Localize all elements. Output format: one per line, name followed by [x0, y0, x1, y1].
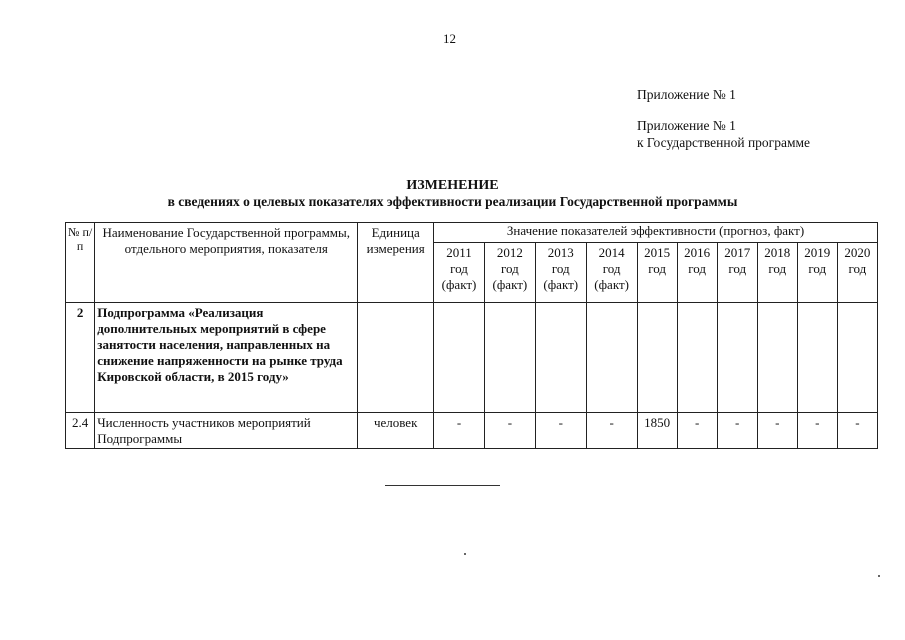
header-year-2011 [434, 243, 485, 303]
page-number: 12 [443, 31, 456, 46]
appendix-label: Приложение № 1 [637, 87, 736, 102]
header-year-suffix: год [551, 261, 570, 276]
header-num: № п/п [66, 223, 95, 303]
row-value [797, 303, 837, 413]
row-value: - [797, 413, 837, 449]
header-year-year: 2020 [844, 245, 871, 260]
row-value [637, 303, 677, 413]
row-unit: человек [358, 413, 434, 449]
header-year-suffix: год [848, 261, 867, 276]
row-value: - [837, 413, 877, 449]
header-year-2019 [797, 243, 837, 303]
document-title: ИЗМЕНЕНИЕ [406, 178, 499, 193]
row-num: 2 [66, 303, 95, 413]
indicators-table [65, 222, 878, 449]
row-unit [358, 303, 434, 413]
header-year-2015 [637, 243, 677, 303]
header-year-suffix: год [450, 261, 468, 276]
header-year-note: (факт) [492, 277, 528, 292]
header-year-2012 [484, 243, 535, 303]
row-value [586, 303, 637, 413]
header-year-suffix: год [728, 261, 747, 276]
row-value [837, 303, 877, 413]
header-year-2017 [717, 243, 757, 303]
row-name: Подпрограмма «Реализация дополнительных мероприятий в сфере занятости населения, направленных на снижение напряженности на рынке труда Кировской области, в 2015 году» [95, 303, 358, 413]
header-year-2020 [837, 243, 877, 303]
header-year-suffix: год [808, 261, 827, 276]
appendix-reference-line1: Приложение № 1 [637, 118, 736, 133]
appendix-reference [637, 117, 810, 151]
header-year-2016 [677, 243, 717, 303]
appendix-reference-line2: к Государственной программе [637, 135, 811, 150]
closing-rule [385, 485, 500, 486]
row-value [434, 303, 485, 413]
header-year-year: 2012 [496, 245, 523, 260]
row-value [535, 303, 586, 413]
header-year-note: (факт) [543, 277, 579, 292]
header-year-suffix: год [501, 261, 519, 276]
scan-speck [464, 553, 466, 555]
row-value: - [677, 413, 717, 449]
row-value: - [757, 413, 797, 449]
header-year-suffix: год [648, 261, 666, 276]
header-year-suffix: год [768, 261, 787, 276]
row-value [757, 303, 797, 413]
header-year-year: 2016 [684, 245, 711, 260]
scan-speck [878, 575, 880, 577]
header-year-year: 2019 [804, 245, 831, 260]
header-year-suffix: год [602, 261, 621, 276]
row-value: 1850 [637, 413, 677, 449]
header-year-note: (факт) [594, 277, 629, 292]
header-year-year: 2017 [724, 245, 751, 260]
table-row [66, 303, 878, 413]
row-value: - [484, 413, 535, 449]
header-year-year: 2014 [598, 245, 625, 260]
header-year-2014 [586, 243, 637, 303]
row-num: 2.4 [66, 413, 95, 449]
header-year-year: 2013 [547, 245, 574, 260]
header-year-year: 2018 [764, 245, 791, 260]
row-value [717, 303, 757, 413]
header-name: Наименование Государственной программы, отдельного мероприятия, показателя [95, 223, 358, 303]
header-year-year: 2011 [446, 245, 472, 260]
row-value: - [535, 413, 586, 449]
header-year-suffix: год [688, 261, 707, 276]
row-value: - [717, 413, 757, 449]
table-row [66, 413, 878, 449]
header-unit: Единица измерения [358, 223, 434, 303]
row-value: - [434, 413, 485, 449]
row-value: - [586, 413, 637, 449]
header-year-2018 [757, 243, 797, 303]
header-year-year: 2015 [644, 245, 671, 260]
row-value [484, 303, 535, 413]
header-values-group: Значение показателей эффективности (прогноз, факт) [434, 223, 878, 243]
row-value [677, 303, 717, 413]
row-name: Численность участников мероприятий Подпрограммы [95, 413, 358, 449]
header-year-2013 [535, 243, 586, 303]
header-year-note: (факт) [441, 277, 477, 292]
document-subtitle: в сведениях о целевых показателях эффективности реализации Государственной программы [167, 194, 738, 209]
